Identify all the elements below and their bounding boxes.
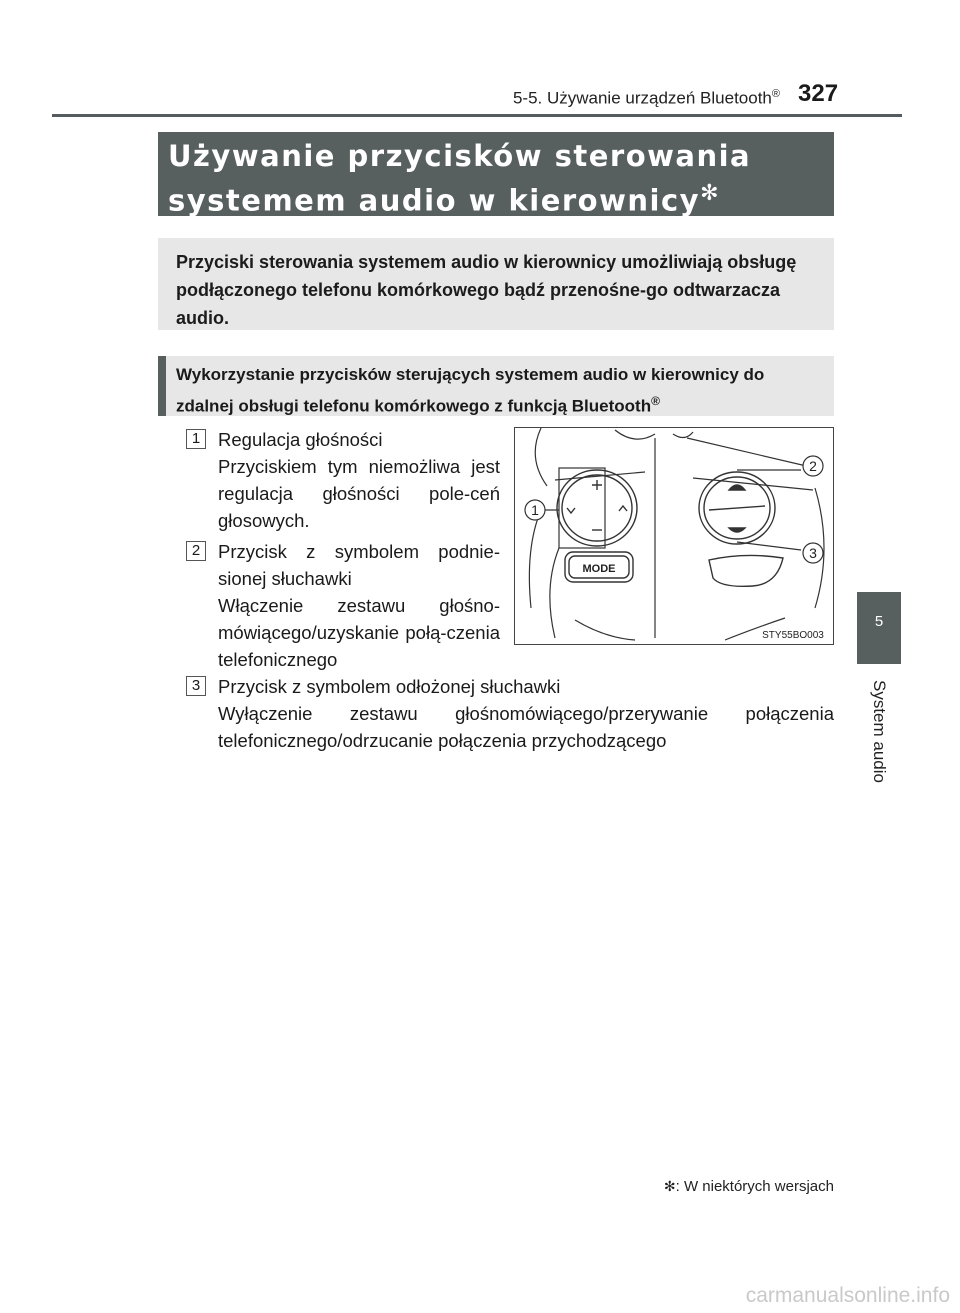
item-description: Wyłączenie zestawu głośnomówiącego/przerywanie połączenia telefonicznego/odrzucanie połączenia przychodzącego <box>218 703 834 751</box>
callout-2-label: 2 <box>809 458 817 474</box>
steering-wheel-figure <box>514 427 834 645</box>
section-subheader: Wykorzystanie przycisków sterujących systemem audio w kierownicy do zdalnej obsługi telefonu komórkowego z funkcją Bluetooth® <box>158 356 834 416</box>
chapter-tab: 5 <box>857 592 901 664</box>
callout-1-label: 1 <box>531 502 539 518</box>
list-item-hangup <box>191 673 834 754</box>
item-number-badge: 2 <box>186 541 206 561</box>
page-number: 327 <box>798 80 839 107</box>
list-item-volume <box>191 426 500 534</box>
header-section-title: 5-5. Używanie urządzeń Bluetooth® <box>512 88 780 108</box>
intro-text: Przyciski sterowania systemem audio w kierownicy umożliwiają obsługę podłączonego telefonu komórkowego bądź przenośne-go odtwarzacza audio. <box>158 238 834 330</box>
item-description: Przyciskiem tym niemożliwa jest regulacja głośności pole-ceń głosowych. <box>218 456 500 531</box>
callout-3-label: 3 <box>809 545 817 561</box>
asterisk-icon: ✻ <box>700 181 721 206</box>
item-description: Włączenie zestawu głośno-mówiącego/uzyskanie połą-czenia telefonicznego <box>218 595 500 670</box>
page-title-line2: systemem audio w kierownicy✻ <box>168 181 721 218</box>
item-title: Regulacja głośności <box>218 429 383 450</box>
item-title: Przycisk z symbolem odłożonej słuchawki <box>218 676 561 697</box>
asterisk-icon: ✻ <box>663 1178 676 1194</box>
mode-button-label: MODE <box>582 563 616 575</box>
item-title: Przycisk z symbolem podnie-sionej słuchawki <box>218 541 500 589</box>
header-divider <box>52 114 902 117</box>
steering-wheel-illustration <box>515 428 833 644</box>
page-title <box>158 132 834 216</box>
item-number-badge: 3 <box>186 676 206 696</box>
footnote: ✻: W niektórych wersjach <box>663 1178 834 1195</box>
list-item-pickup <box>191 538 500 673</box>
chapter-label: System audio <box>870 680 889 783</box>
item-number-badge: 1 <box>186 429 206 449</box>
figure-code: STY55BO003 <box>762 630 824 641</box>
page-title-line1: Używanie przycisków sterowania <box>168 139 752 173</box>
watermark: carmanualsonline.info <box>745 1284 950 1307</box>
